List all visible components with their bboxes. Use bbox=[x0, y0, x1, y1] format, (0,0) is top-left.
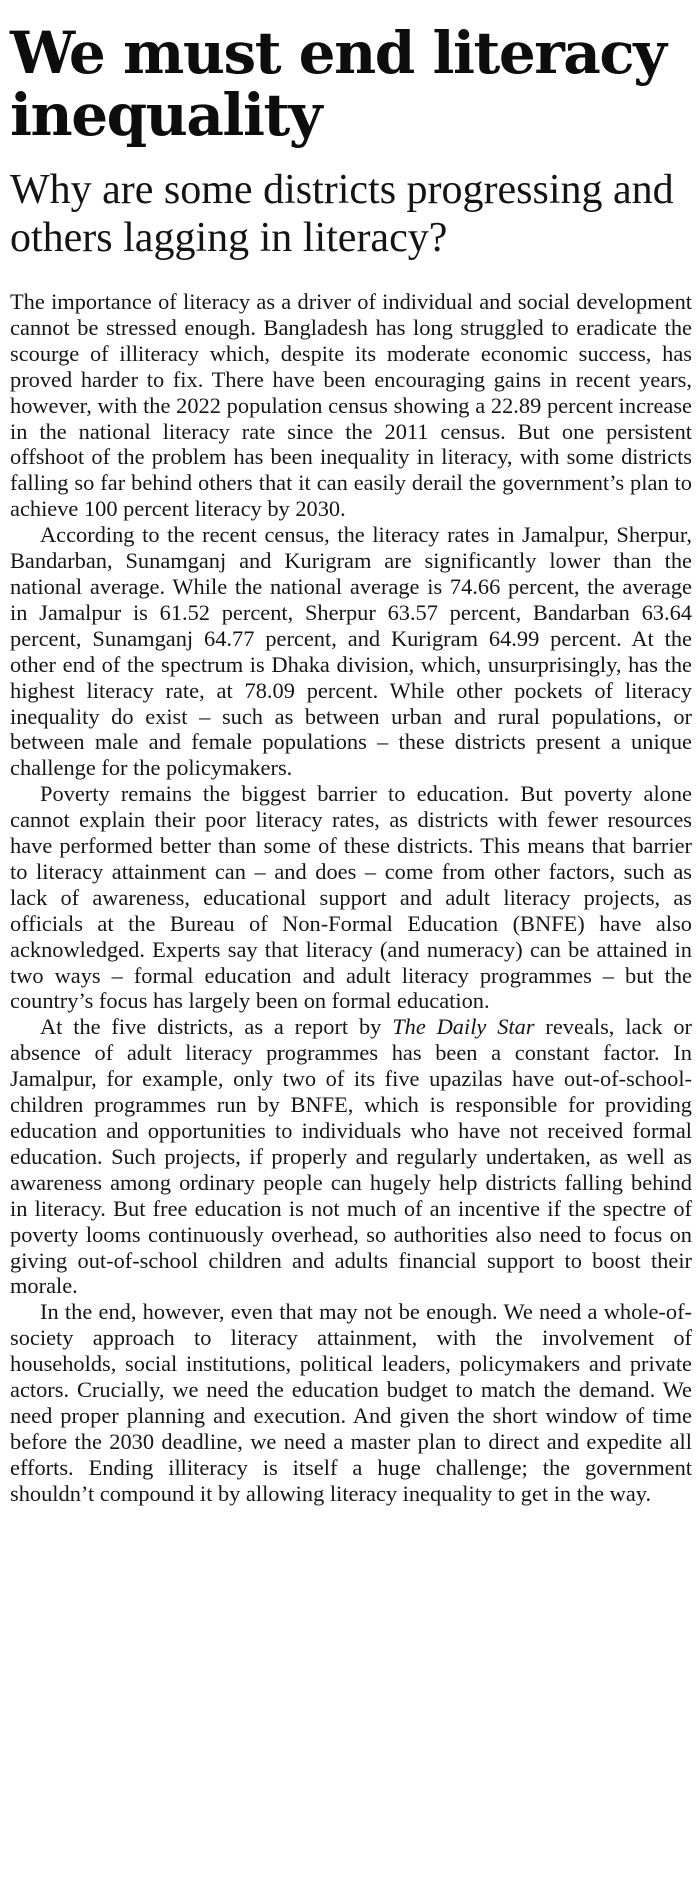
article-body bbox=[10, 289, 692, 1507]
paragraph-2: According to the recent census, the literacy rates in Jamalpur, Sherpur, Bandarban, Sunamganj and Kurigram are significantly lower than the national average. While the national average is 74.66 percent, the average in Jamalpur is 61.52 percent, Sherpur 63.57 percent, Bandarban 63.64 percent, Sunamganj 64.77 percent, and Kurigram 64.99 percent. At the other end of the spectrum is Dhaka division, which, unsurprisingly, has the highest literacy rate, at 78.09 percent. While other pockets of literacy inequality do exist – such as between urban and rural populations, or between male and female populations – these districts present a unique challenge for the policymakers. bbox=[10, 522, 692, 781]
article-headline: We must end literacy inequality bbox=[10, 19, 666, 149]
editorial-article bbox=[10, 0, 692, 1507]
paragraph-5: In the end, however, even that may not be enough. We need a whole-of-society approach to literacy attainment, with the involvement of households, social institutions, political leaders, policymakers and private actors. Crucially, we need the education budget to match the demand. We need proper planning and execution. And given the short window of time before the 2030 deadline, we need a master plan to direct and expedite all efforts. Ending illiteracy is itself a huge challenge; the government shouldn’t compound it by allowing literacy inequality to get in the way. bbox=[10, 1299, 692, 1506]
paragraph-4 bbox=[10, 1014, 692, 1299]
article-subheadline: Why are some districts progressing and others lagging in literacy? bbox=[10, 167, 674, 261]
paragraph-4-rest: reveals, lack or absence of adult literacy programmes has been a constant factor. In Jamalpur, for example, only two of its five upazilas have out-of-school-children programmes run by BNFE, which is responsible for providing education and opportunities to individuals who have not received formal education. Such projects, if properly and regularly undertaken, as well as awareness among ordinary people can hugely help districts falling behind in literacy. But free education is not much of an incentive if the spectre of poverty looms continuously overhead, so authorities also need to focus on giving out-of-school children and adults financial support to boost their morale. bbox=[10, 1014, 692, 1299]
publication-name: The Daily Star bbox=[392, 1014, 535, 1040]
paragraph-1: The importance of literacy as a driver of individual and social development cannot be stressed enough. Bangladesh has long struggled to eradicate the scourge of illiteracy which, despite its moderate economic success, has proved harder to fix. There have been encouraging gains in recent years, however, with the 2022 population census showing a 22.89 percent increase in the national literacy rate since the 2011 census. But one persistent offshoot of the problem has been inequality in literacy, with some districts falling so far behind others that it can easily derail the government’s plan to achieve 100 percent literacy by 2030. bbox=[10, 289, 692, 522]
paragraph-4-lead: At the five districts, as a report by bbox=[40, 1014, 393, 1040]
paragraph-3: Poverty remains the biggest barrier to education. But poverty alone cannot explain their poor literacy rates, as districts with fewer resources have performed better than some of these districts. This means that barrier to literacy attainment can – and does – come from other factors, such as lack of awareness, educational support and adult literacy projects, as officials at the Bureau of Non-Formal Education (BNFE) have also acknowledged. Experts say that literacy (and numeracy) can be attained in two ways – formal education and adult literacy programmes – but the country’s focus has largely been on formal education. bbox=[10, 781, 692, 1014]
